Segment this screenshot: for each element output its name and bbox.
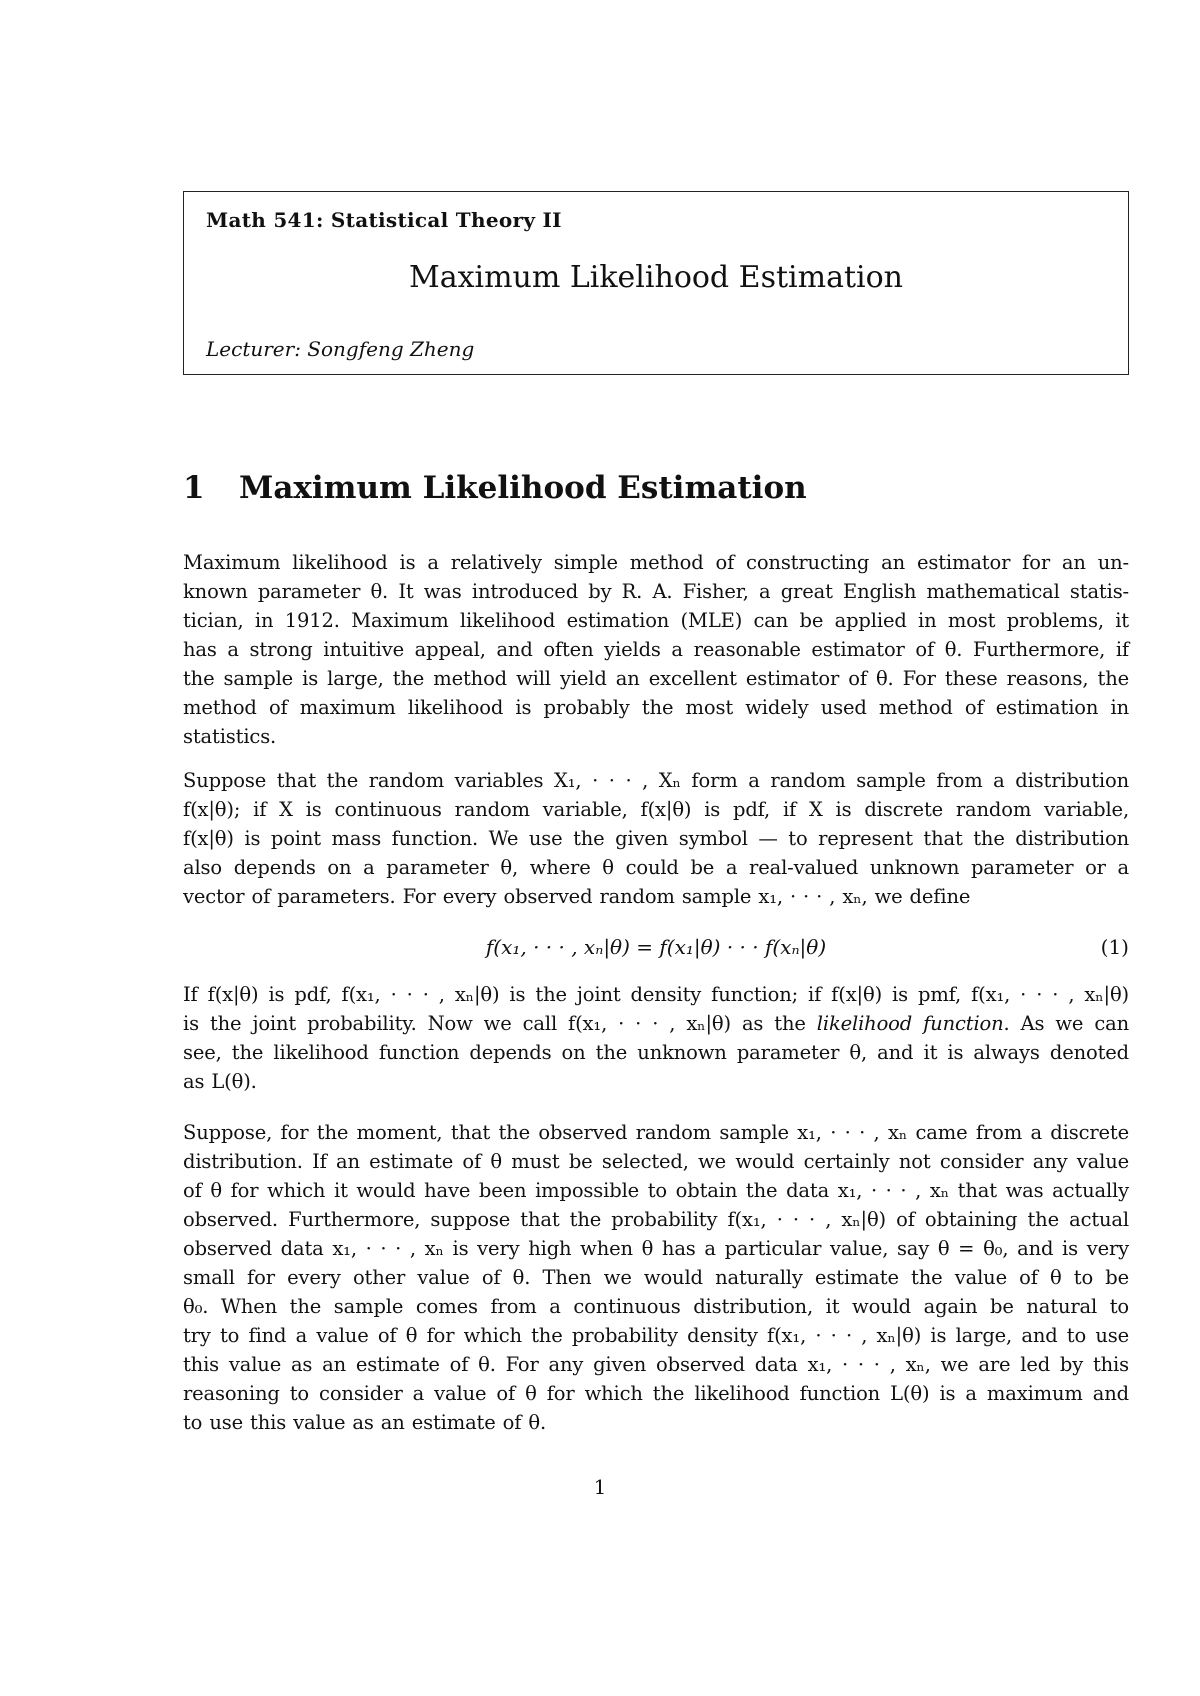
paragraph-line: small for every other value of θ. Then we would naturally estimate the value of θ to be [183, 1266, 1129, 1289]
paragraph-line: see, the likelihood function depends on the unknown parameter θ, and it is always denoted [183, 1041, 1129, 1064]
paragraph-line: this value as an estimate of θ. For any given observed data x₁, · · · , xₙ, we are led by this [183, 1353, 1129, 1376]
paragraph-line: has a strong intuitive appeal, and often yields a reasonable estimator of θ. Furthermore, if [183, 638, 1129, 661]
paragraph-line: If f(x|θ) is pdf, f(x₁, · · · , xₙ|θ) is the joint density function; if f(x|θ) is pmf, f(x₁, · · · , xₙ|θ) [183, 983, 1129, 1006]
paragraph-likelihood-definition [183, 980, 1129, 1096]
paragraph-line: observed data x₁, · · · , xₙ is very high when θ has a particular value, say θ = θ₀, and is very [183, 1237, 1129, 1260]
paragraph-line: Suppose that the random variables X₁, · · · , Xₙ form a random sample from a distribution [183, 769, 1129, 792]
paragraph-line-with-emphasis [183, 1009, 1129, 1038]
paragraph-random-sample [183, 766, 1129, 911]
paragraph-line: to use this value as an estimate of θ. [183, 1411, 547, 1434]
lecturer-name: Lecturer: Songfeng Zheng [206, 337, 475, 361]
page-number: 1 [593, 1475, 607, 1499]
equation-number: (1) [1100, 935, 1129, 959]
paragraph-line: try to find a value of θ for which the probability density f(x₁, · · · , xₙ|θ) is large, and to use [183, 1324, 1129, 1347]
paragraph-line: f(x|θ) is point mass function. We use the given symbol — to represent that the distribution [183, 827, 1129, 850]
equation-body: f(x₁, · · · , xₙ|θ) = f(x₁|θ) · · · f(xₙ|θ) [485, 935, 827, 959]
text-run: is the joint probability. Now we call f(x₁, · · · , xₙ|θ) as the [183, 1012, 817, 1035]
paragraph-line: known parameter θ. It was introduced by R. A. Fisher, a great English mathematical statis- [183, 580, 1129, 603]
paragraph-line: statistics. [183, 725, 277, 748]
equation-1 [183, 935, 1129, 965]
paragraph-line: observed. Furthermore, suppose that the probability f(x₁, · · · , xₙ|θ) of obtaining the actual [183, 1208, 1129, 1231]
paragraph-line: of θ for which it would have been impossible to obtain the data x₁, · · · , xₙ that was actually [183, 1179, 1129, 1202]
paragraph-line: Maximum likelihood is a relatively simple method of constructing an estimator for an un- [183, 551, 1129, 574]
lecture-title: Maximum Likelihood Estimation [408, 260, 903, 295]
section-number: 1 [183, 470, 205, 506]
course-title: Math 541: Statistical Theory II [206, 208, 562, 232]
paragraph-line: also depends on a parameter θ, where θ could be a real-valued unknown parameter or a [183, 856, 1129, 879]
paragraph-introduction [183, 548, 1129, 751]
paragraph-reasoning [183, 1118, 1129, 1437]
paragraph-line: tician, in 1912. Maximum likelihood estimation (MLE) can be applied in most problems, it [183, 609, 1129, 632]
paragraph-line: Suppose, for the moment, that the observed random sample x₁, · · · , xₙ came from a discrete [183, 1121, 1129, 1144]
section-heading [183, 470, 807, 506]
paragraph-line: vector of parameters. For every observed random sample x₁, · · · , xₙ, we define [183, 885, 971, 908]
paragraph-line: θ₀. When the sample comes from a continuous distribution, it would again be natural to [183, 1295, 1129, 1318]
paragraph-line: the sample is large, the method will yield an excellent estimator of θ. For these reasons, the [183, 667, 1129, 690]
paragraph-line: as L(θ). [183, 1070, 257, 1093]
lecture-header-box [183, 191, 1129, 375]
section-title: Maximum Likelihood Estimation [239, 470, 807, 506]
likelihood-function-term: likelihood function [816, 1012, 1004, 1035]
paragraph-line: method of maximum likelihood is probably the most widely used method of estimation in [183, 696, 1129, 719]
paragraph-line: f(x|θ); if X is continuous random variable, f(x|θ) is pdf, if X is discrete random variable, [183, 798, 1129, 821]
text-run: . As we can [1003, 1012, 1129, 1035]
paragraph-line: reasoning to consider a value of θ for which the likelihood function L(θ) is a maximum and [183, 1382, 1129, 1405]
paragraph-line: distribution. If an estimate of θ must be selected, we would certainly not consider any value [183, 1150, 1129, 1173]
